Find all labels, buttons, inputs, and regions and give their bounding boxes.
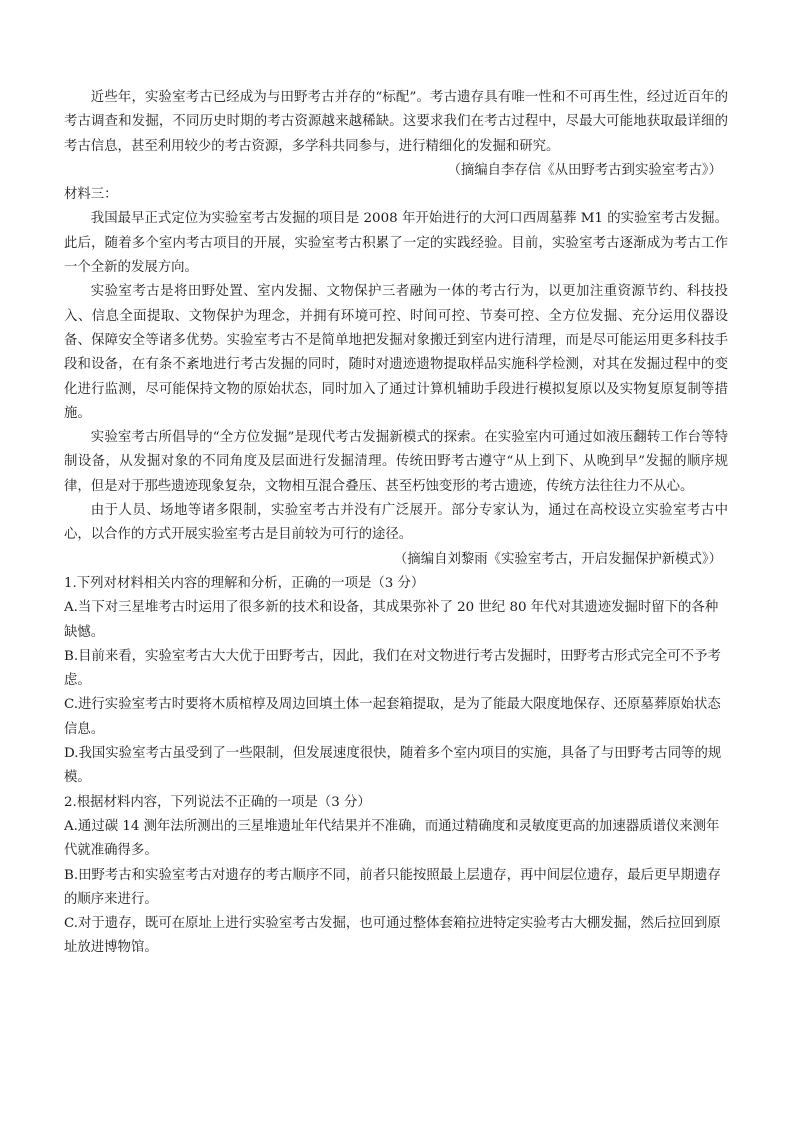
question-2-option-c: C.对于遗存，既可在原址上进行实验室考古发掘，也可通过整体套箱拉进特定实验考古大棚发掘，然后拉回到原址放进博物馆。 xyxy=(64,916,721,956)
question-2-option-b: B.田野考古和实验室考古对遗存的考古顺序不同，前者只能按照最上层遗存，再中间层位遗存，最后更早期遗存的顺序来进行。 xyxy=(64,867,721,907)
question-2-option-a: A.通过碳 14 测年法所测出的三星堆遗址年代结果并不准确，而通过精确度和灵敏度更高的加速器质谱仪来测年代就准确得多。 xyxy=(64,818,720,859)
material3-paragraph-1: 我国最早正式定位为实验室考古发掘的项目是 2008 年开始进行的大河口西周墓葬 M1 的实验室考古发掘。此后，随着多个室内考古项目的开展，实验室考古积累了一定的实践经验。目前，实验室考古逐渐成为考古工作一个全新的发展方向。 xyxy=(64,211,728,276)
material3-label: 材料三： xyxy=(64,187,118,203)
question-1-stem: 1.下列对材料相关内容的理解和分析，正确的一项是（3 分） xyxy=(64,575,425,591)
material3-paragraph-4: 由于人员、场地等诸多限制，实验室考古并没有广泛展开。部分专家认为，通过在高校设立实验室考古中心，以合作的方式开展实验室考古是目前较为可行的途径。 xyxy=(64,503,728,543)
material3-paragraph-2: 实验室考古是将田野处置、室内发掘、文物保护三者融为一体的考古行为，以更加注重资源节约、科技投入、信息全面提取、文物保护为理念，并拥有环境可控、时间可控、节奏可控、全方位发掘、充分运用仪器设备、保障安全等诸多优势。实验室考古不是简单地把发掘对象搬迁到室内进行清理，而是尽可能运用更多科技手段和设备，在有条不紊地进行考古发掘的同时，随时对遗迹遗物提取样品实施科学检测，对其在发掘过程中的变化进行监测，尽可能保持文物的原始状态，同时加入了通过计算机辅助手段进行模拟复原以及实物复原复制等措施。 xyxy=(64,284,728,421)
question-2-stem: 2.根据材料内容，下列说法不正确的一项是（3 分） xyxy=(64,794,371,810)
question-1-option-a: A.当下对三星堆考古时运用了很多新的技术和设备，其成果弥补了 20 世纪 80 年代对其遗迹发掘时留下的各种缺憾。 xyxy=(64,600,719,640)
question-1-option-b: B.目前来看，实验室考古大大优于田野考古，因此，我们在对文物进行考古发掘时，田野考古形式完全可不予考虑。 xyxy=(64,648,721,689)
document-body xyxy=(64,86,728,961)
material3-source: （摘编自刘黎雨《实验室考古，开启发掘保护新模式》） xyxy=(393,551,722,567)
material2-paragraph: 近些年，实验室考古已经成为与田野考古并存的“标配”。考古遗存具有唯一性和不可再生性，经过近百年的考古调查和发掘，不同历史时期的考古资源越来越稀缺。这要求我们在考古过程中，尽最大可能地获取最详细的考古信息，甚至利用较少的考古资源，多学科共同参与，进行精细化的发掘和研究。 xyxy=(64,90,728,154)
question-1-option-d: D.我国实验室考古虽受到了一些限制，但发展速度很快，随着多个室内项目的实施，具备了与田野考古同等的规模。 xyxy=(64,746,722,786)
question-1-option-c: C.进行实验室考古时要将木质棺椁及周边回填土体一起套箱提取，是为了能最大限度地保存、还原墓葬原始状态信息。 xyxy=(64,697,721,737)
material3-paragraph-3: 实验室考古所倡导的“全方位发掘”是现代考古发掘新模式的探索。在实验室内可通过如液压翻转工作台等特制设备，从发掘对象的不同角度及层面进行发掘清理。传统田野考古遵守“从上到下、从晚到早”发掘的顺序规律，但是对于那些遗迹现象复杂，文物相互混合叠压、甚至朽蚀变形的考古遗迹，传统方法往往力不从心。 xyxy=(64,430,728,494)
material2-source: （摘编自李存信《从田野考古到实验室考古》） xyxy=(447,162,722,178)
